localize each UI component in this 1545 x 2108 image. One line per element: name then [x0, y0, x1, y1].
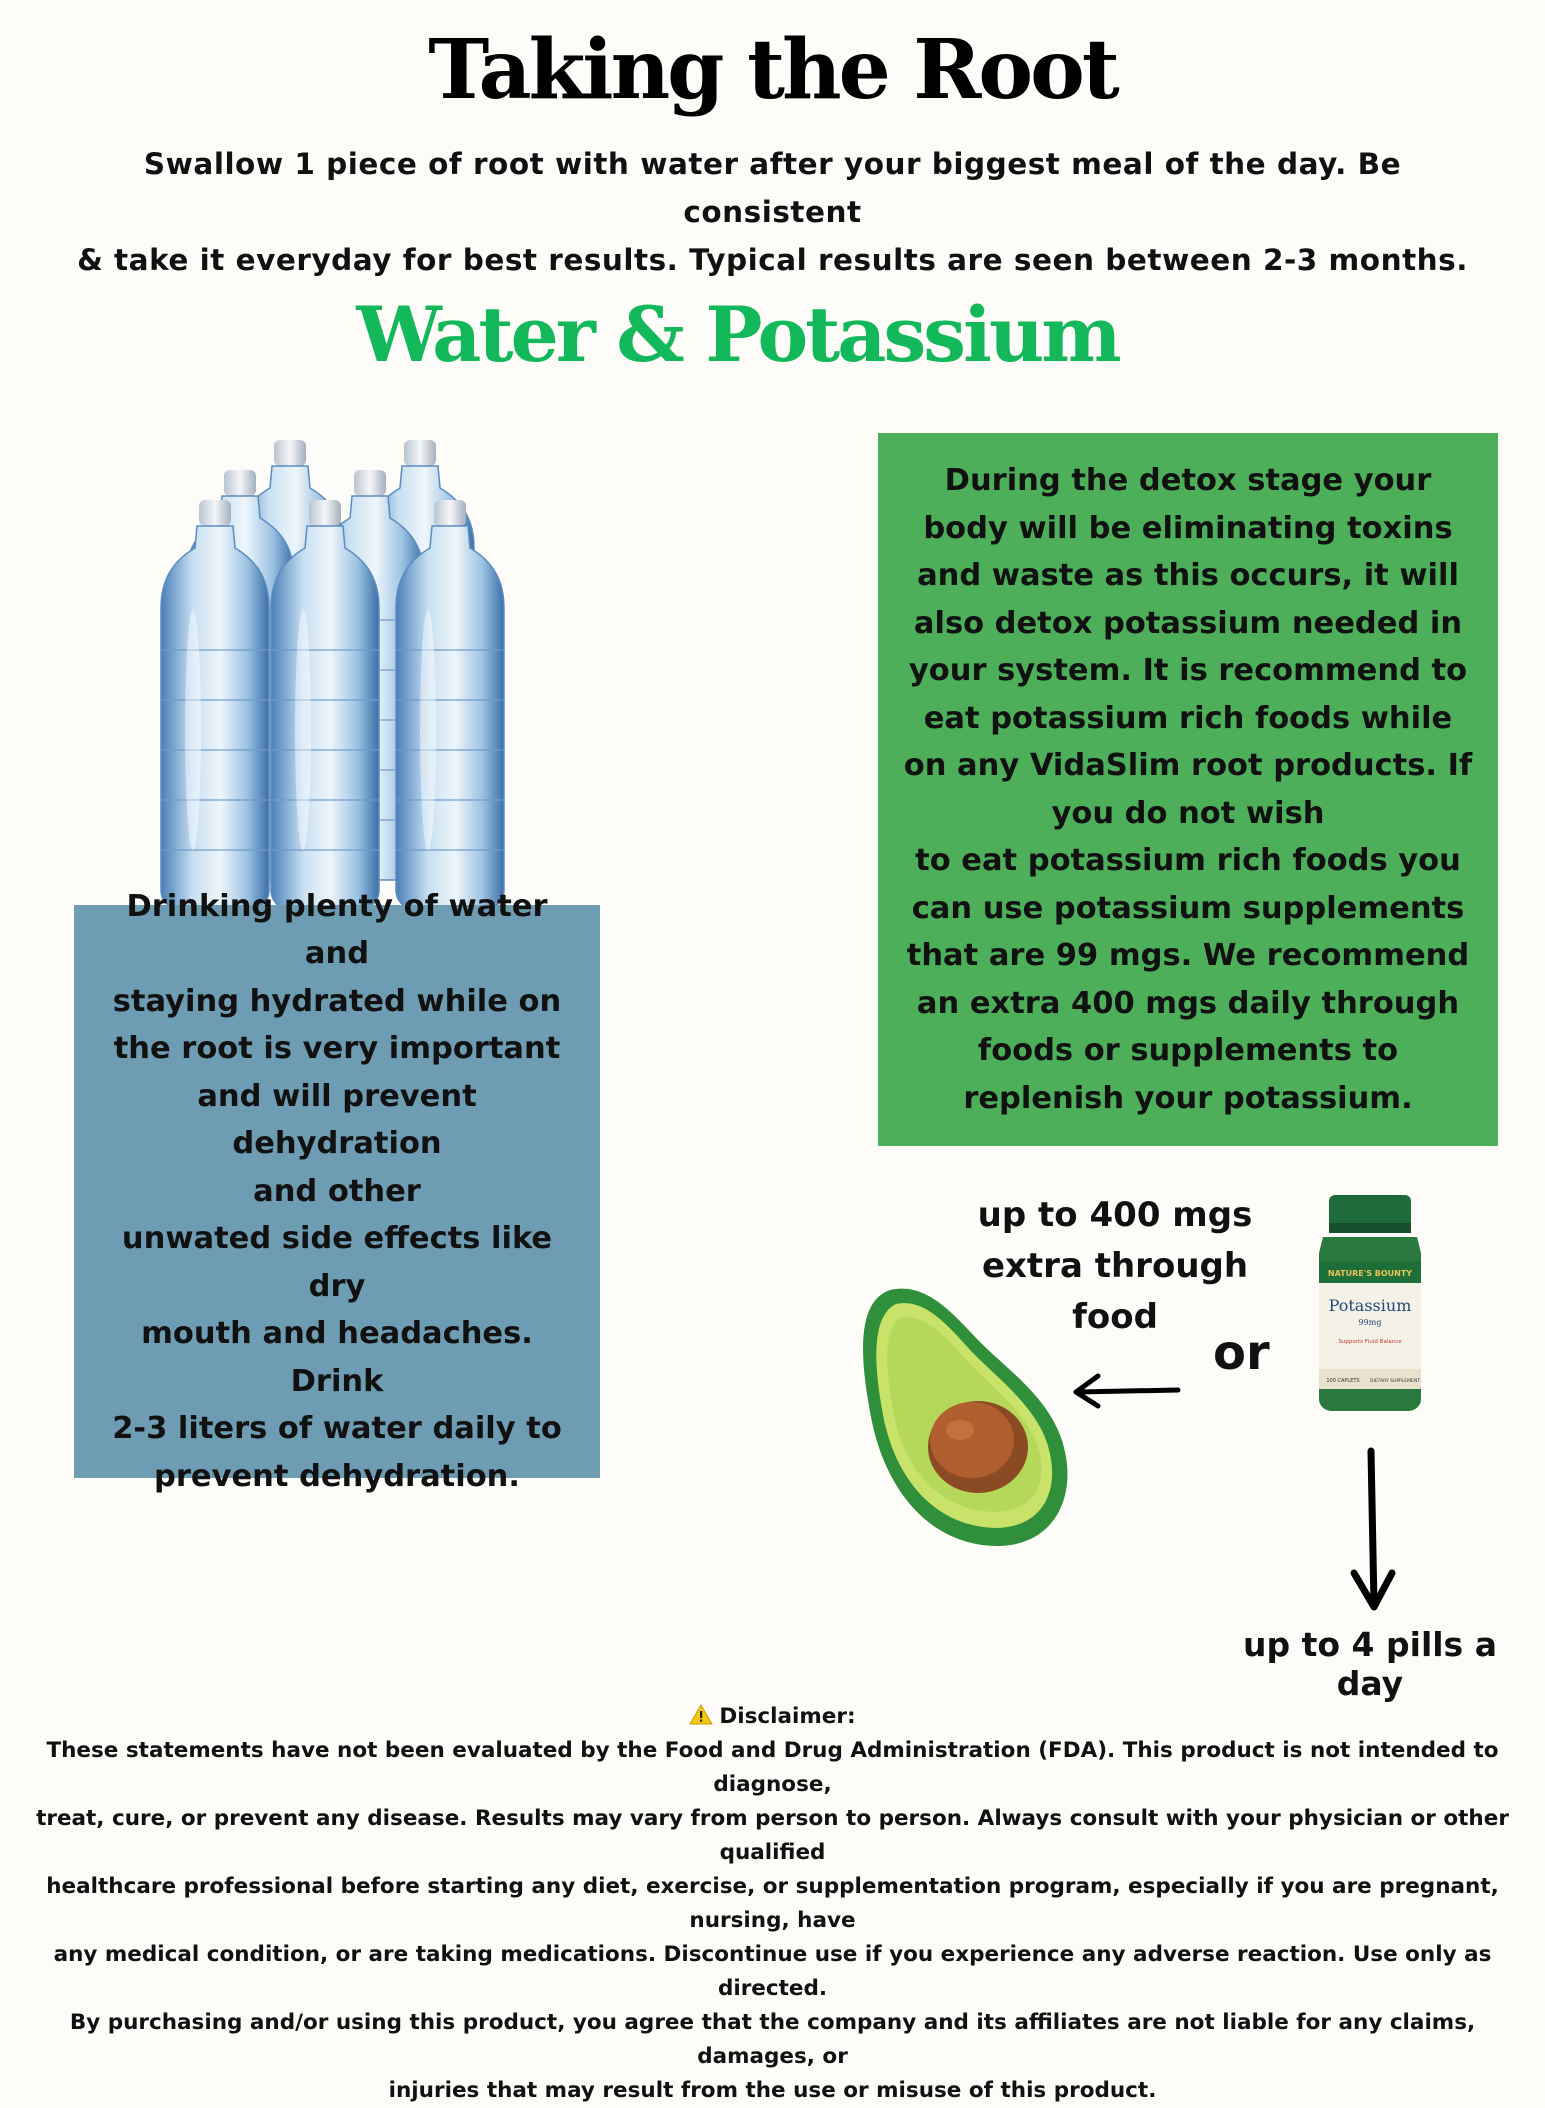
intro-line-1: Swallow 1 piece of root with water after your biggest meal of the day. Be consistent	[143, 147, 1402, 229]
disclaimer	[20, 1700, 1525, 2108]
intro-text	[60, 140, 1485, 284]
water-info-box	[74, 888, 600, 1494]
disclaimer-line: injuries that may result from the use or misuse of this product.	[388, 2078, 1157, 2103]
arrow-left-icon	[1068, 1370, 1183, 1410]
disclaimer-line: treat, cure, or prevent any disease. Results may vary from person to person. Always consult with your physician or other qualified	[36, 1806, 1509, 1865]
bottle-dose: 99mg	[1358, 1318, 1382, 1327]
disclaimer-line: These statements have not been evaluated by the Food and Drug Administration (FDA). This product is not intended to diagnose,	[46, 1738, 1499, 1797]
intro-line-2: & take it everyday for best results. Typical results are seen between 2-3 months.	[77, 243, 1468, 277]
water-info-text: Drinking plenty of water and staying hydrated while on the root is very important and will prevent dehydration and other unwated side effects like dry mouth and headaches. Drink 2-3 liters of water daily to prevent dehydration.	[112, 888, 562, 1494]
food-amount-text: up to 400 mgs extra through food	[977, 1195, 1253, 1337]
potassium-bottle-image	[1315, 1193, 1425, 1413]
bottle-name: Potassium	[1328, 1296, 1412, 1315]
warning-icon	[689, 1704, 713, 1725]
pills-amount-text: up to 4 pills a day	[1243, 1625, 1497, 1703]
page-title: Taking the Root	[428, 22, 1117, 118]
water-bottles-image	[140, 430, 535, 865]
avocado-image	[860, 1282, 1072, 1552]
section-title: Water & Potassium	[356, 290, 1119, 379]
bottle-type: DIETARY SUPPLEMENT	[1370, 1379, 1420, 1384]
or-text: or	[1213, 1325, 1270, 1381]
disclaimer-line: By purchasing and/or using this product, you agree that the company and its affiliates are not liable for any claims, damages, or	[69, 2010, 1476, 2069]
disclaimer-line: any medical condition, or are taking medications. Discontinue use if you experience any adverse reaction. Use only as directed.	[53, 1942, 1492, 2001]
disclaimer-line: healthcare professional before starting any diet, exercise, or supplementation program, especially if you are pregnant, nursing, have	[46, 1874, 1499, 1933]
potassium-info-box	[878, 433, 1498, 1146]
disclaimer-heading-row	[20, 1700, 1525, 1734]
bottle-count: 100 CAPLETS	[1326, 1378, 1360, 1384]
bottle-tagline: Supports Fluid Balance	[1338, 1339, 1402, 1345]
arrow-down-icon	[1348, 1445, 1398, 1615]
disclaimer-heading: Disclaimer:	[719, 1704, 856, 1729]
potassium-info-text: During the detox stage your body will be eliminating toxins and waste as this occurs, it will also detox potassium needed in your system. It is recommend to eat potassium rich foods while on any VidaSlim root products. If you do not wish to eat potassium rich foods you can use potassium supplements that are 99 mgs. We recommend an extra 400 mgs daily through foods or supplements to replenish your potassium.	[903, 463, 1473, 1116]
bottle-brand: NATURE'S BOUNTY	[1327, 1269, 1413, 1278]
